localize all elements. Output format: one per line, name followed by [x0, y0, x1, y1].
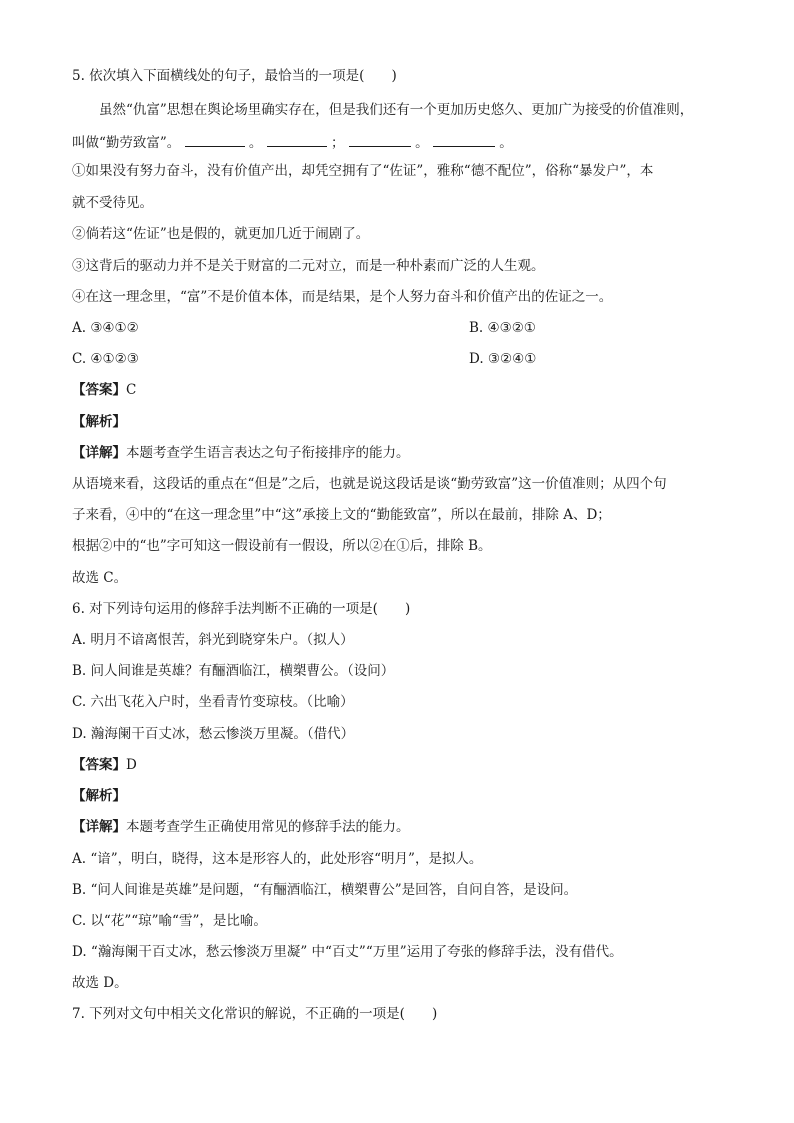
blank-punct-2: ；	[331, 135, 345, 151]
q6-analysis-tag: 【解析】	[72, 788, 126, 804]
answer-tag: 【答案】	[72, 757, 126, 773]
answer-tag: 【答案】	[72, 382, 126, 398]
q5-option-row1	[72, 318, 536, 338]
q5-option-row2	[72, 349, 537, 369]
q5-sentence-1-line1: ①如果没有努力奋斗，没有价值产出，却凭空拥有了“佐证”，雅称“德不配位”，俗称“暴发户”，本	[72, 163, 654, 179]
q6-explanation-b: B. “问人间谁是英雄”是问题，“有酾酒临江，横槊曹公”是回答，自问自答，是设问。	[72, 882, 578, 898]
q5-answer-line	[72, 380, 136, 400]
q5-conclusion: 故选 C。	[72, 570, 128, 586]
q6-stem: 6. 对下列诗句运用的修辞手法判断不正确的一项是( )	[72, 601, 411, 617]
q5-passage-lead: 叫做“勤劳致富”。	[72, 135, 181, 151]
q5-passage-line2	[72, 132, 513, 153]
q5-option-b[interactable]: B. ④③②①	[469, 320, 536, 336]
q6-explanation-a: A. “谙”，明白，晓得，这本是形容人的，此处形容“明月”，是拟人。	[72, 851, 483, 867]
blank-punct-4: 。	[499, 135, 513, 151]
q5-answer: C	[126, 382, 137, 398]
q5-sentence-2: ②倘若这“佐证”也是假的，就更加几近于闹剧了。	[72, 226, 370, 242]
blank-punct-1: 。	[248, 135, 263, 151]
q6-option-b[interactable]: B. 问人间谁是英雄？有酾酒临江，横槊曹公。（设问）	[72, 663, 395, 679]
q6-option-c[interactable]: C. 六出飞花入户时，坐看青竹变琼枝。（比喻）	[72, 694, 354, 710]
q7-stem: 7. 下列对文句中相关文化常识的解说，不正确的一项是( )	[72, 1006, 438, 1022]
q5-explanation-2: 子来看，④中的“在这一理念里”中“这”承接上文的“勤能致富”，所以在最前，排除 A、D；	[72, 507, 611, 523]
fill-blank-1[interactable]	[185, 132, 245, 147]
q5-explanation-1: 从语境来看，这段话的重点在“但是”之后，也就是说这段话是谈“勤劳致富”这一价值准则；从四个句	[72, 476, 667, 492]
q5-sentence-1-line2: 就不受待见。	[72, 195, 153, 211]
q5-option-d[interactable]: D. ③②④①	[469, 351, 537, 367]
q5-sentence-4: ④在这一理念里，“富”不是价值本体，而是结果，是个人努力奋斗和价值产出的佐证之一。	[72, 289, 613, 305]
fill-blank-2[interactable]	[267, 132, 327, 147]
q6-answer: D	[126, 757, 137, 773]
q6-explanation-d: D. “瀚海阑干百丈冰，愁云惨淡万里凝” 中“百丈”“万里”运用了夸张的修辞手法，没有借代。	[72, 944, 623, 960]
q6-answer-line	[72, 755, 137, 775]
q6-conclusion: 故选 D。	[72, 975, 128, 991]
q6-detail: 本题考查学生正确使用常见的修辞手法的能力。	[126, 819, 410, 835]
q5-option-c[interactable]: C. ④①②③	[72, 351, 139, 367]
q6-explanation-c: C. 以“花”“琼”喻“雪”，是比喻。	[72, 913, 267, 929]
q5-stem: 5. 依次填入下面横线处的句子，最恰当的一项是( )	[72, 68, 397, 84]
detail-tag: 【详解】	[72, 445, 126, 461]
q5-passage-line1: 虽然“仇富”思想在舆论场里确实存在，但是我们还有一个更加历史悠久、更加广为接受的价值准则，	[99, 102, 694, 118]
q6-option-d[interactable]: D. 瀚海阑干百丈冰，愁云惨淡万里凝。（借代）	[72, 726, 355, 742]
fill-blank-4[interactable]	[433, 132, 495, 147]
q5-detail: 本题考查学生语言表达之句子衔接排序的能力。	[126, 445, 410, 461]
q5-sentence-3: ③这背后的驱动力并不是关于财富的二元对立，而是一种朴素而广泛的人生观。	[72, 258, 545, 274]
q6-detail-line	[72, 817, 410, 837]
q5-explanation-3: 根据②中的“也”字可知这一假设前有一假设，所以②在①后，排除 B。	[72, 538, 492, 554]
q5-option-a[interactable]: A. ③④①②	[72, 320, 139, 336]
fill-blank-3[interactable]	[349, 132, 411, 147]
q5-analysis-tag: 【解析】	[72, 414, 126, 430]
q5-detail-line	[72, 443, 410, 463]
q6-option-a[interactable]: A. 明月不谙离恨苦，斜光到晓穿朱户。（拟人）	[72, 632, 354, 648]
blank-punct-3: 。	[415, 135, 429, 151]
detail-tag: 【详解】	[72, 819, 126, 835]
